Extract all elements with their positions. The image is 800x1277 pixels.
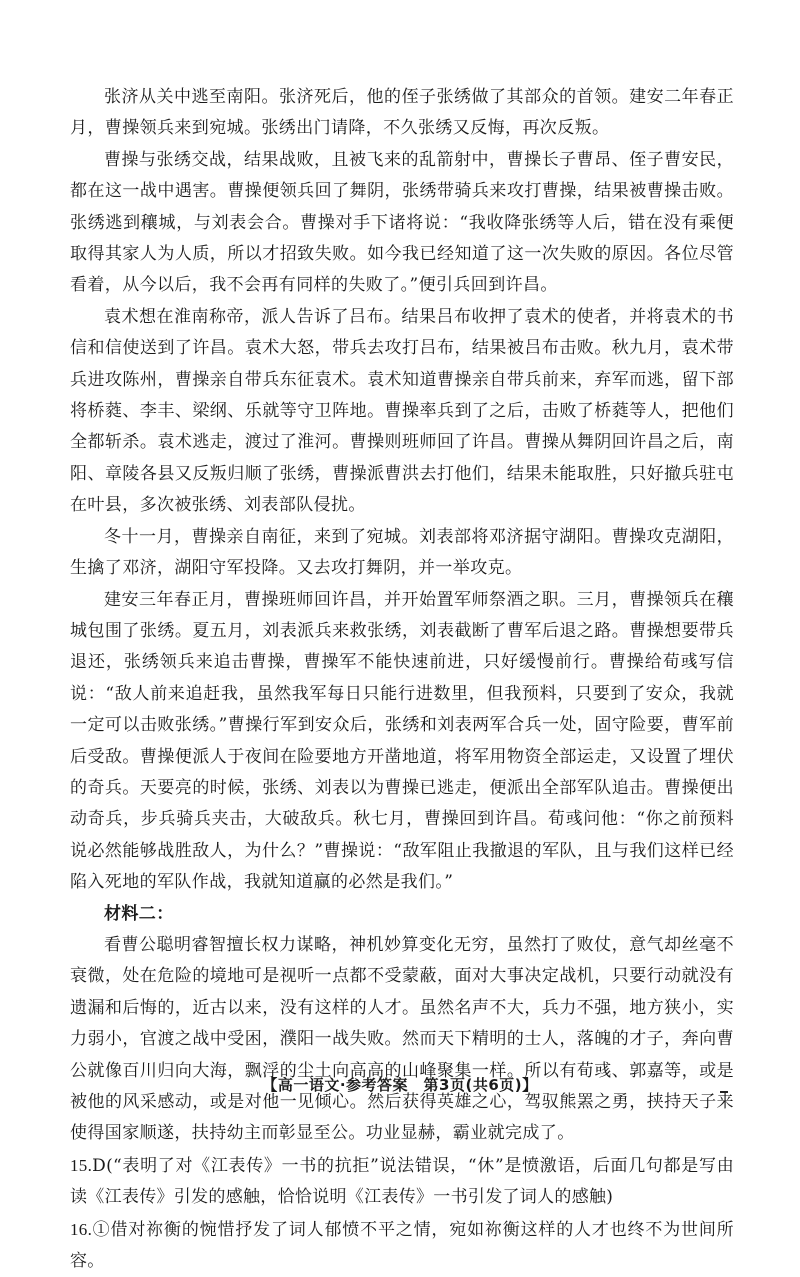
- answer-16-text: ①借对祢衡的惋惜抒发了词人郁愤不平之情，宛如祢衡这样的人才也终不为世间所容。: [70, 1219, 734, 1272]
- page-footer: 【高一语文·参考答案 第3页(共6页)】: [262, 1076, 538, 1094]
- translation-paragraph-3: 袁术想在淮南称帝，派人告诉了吕布。结果吕布收押了袁术的使者，并将袁术的书信和信使送到了许昌。袁术大怒，带兵去攻打吕布，结果被吕布击败。秋九月，袁术带兵进攻陈州，曹操亲自带兵东征袁术。袁术知道曹操亲自带兵前来，弃军而逃，留下部将桥蕤、李丰、梁纲、乐就等守卫阵地。曹操率兵到了之后，击败了桥蕤等人，把他们全都斩杀。袁术逃走，渡过了淮河。曹操则班师回了许昌。曹操从舞阴回许昌之后，南阳、章陵各县又反叛归顺了张绣，曹操派曹洪去打他们，结果未能取胜，只好撤兵驻屯在叶县，多次被张绣、刘表部队侵扰。: [70, 306, 734, 516]
- answer-15: [70, 1150, 734, 1214]
- material-two-heading: 材料二：: [104, 903, 174, 924]
- translation-paragraph-2: 曹操与张绣交战，结果战败，且被飞来的乱箭射中，曹操长子曹昂、侄子曹安民，都在这一战中遇害。曹操便领兵回了舞阴，张绣带骑兵来攻打曹操，结果被曹操击败。张绣逃到穰城，与刘表会合。曹操对手下诸将说：“我收降张绣等人后，错在没有乘便取得其家人为人质，所以才招致失败。如今我已经知道了这一次失败的原因。各位尽管看着，从今以后，我不会再有同样的失败了。”便引兵回到许昌。: [70, 149, 734, 296]
- answer-15-number: 15.: [70, 1155, 93, 1175]
- translation-paragraph-4: 冬十一月，曹操亲自南征，来到了宛城。刘表部将邓济据守湖阳。曹操攻克湖阳，生擒了邓济，湖阳守军投降。又去攻打舞阴，并一举攻克。: [70, 526, 734, 579]
- answer-15-text: D(“表明了对《江表传》一书的抗拒”说法错误，“休”是愤激语，后面几句都是写由读《江表传》引发的感触，恰恰说明《江表传》一书引发了词人的感触): [70, 1155, 734, 1208]
- translation-paragraph-1: 张济从关中逃至南阳。张济死后，他的侄子张绣做了其部众的首领。建安二年春正月，曹操领兵来到宛城。张绣出门请降，不久张绣又反悔，再次反叛。: [70, 87, 734, 139]
- material-two-paragraph: 看曹公聪明睿智擅长权力谋略，神机妙算变化无穷，虽然打了败仗，意气却丝毫不衰微，处在危险的境地可是视听一点都不受蒙蔽，面对大事决定战机，只要行动就没有遗漏和后悔的，近古以来，没有这样的人才。虽然名声不大，兵力不强，地方狭小，实力弱小，官渡之战中受困，濮阳一战失败。然而天下精明的士人，落魄的才子，奔向曹公就像百川归向大海，飘浮的尘土向高高的山峰聚集一样。所以有荀彧、郭嘉等，或是被他的风采感动，或是对他一见倾心。然后获得英雄之心，驾驭熊罴之勇，挟持天子来使得国家顺遂，扶持幼主而彰显至公。功业显赫，霸业就完成了。: [70, 934, 734, 1144]
- answer-16: [70, 1214, 734, 1277]
- corner-mark: [720, 1091, 728, 1093]
- translation-paragraph-5: 建安三年春正月，曹操班师回许昌，并开始置军师祭酒之职。三月，曹操领兵在穰城包围了张绣。夏五月，刘表派兵来救张绣，刘表截断了曹军后退之路。曹操想要带兵退还，张绣领兵来追击曹操，曹操军不能快速前进，只好缓慢前行。曹操给荀彧写信说：“敌人前来追赶我，虽然我军每日只能行进数里，但我预料，只要到了安众，我就一定可以击败张绣。”曹操行军到安众后，张绣和刘表两军合兵一处，固守险要，曹军前后受敌。曹操便派人于夜间在险要地方开凿地道，将军用物资全部运走，又设置了埋伏的奇兵。天要亮的时候，张绣、刘表以为曹操已逃走，便派出全部军队追击。曹操便出动奇兵，步兵骑兵夹击，大破敌兵。秋七月，曹操回到许昌。荀彧问他：“你之前预料说必然能够战胜敌人，为什么？”曹操说：“敌军阻止我撤退的军队，且与我们这样已经陷入死地的军队作战，我就知道赢的必然是我们。”: [70, 589, 734, 893]
- answer-16-number: 16.: [70, 1219, 93, 1239]
